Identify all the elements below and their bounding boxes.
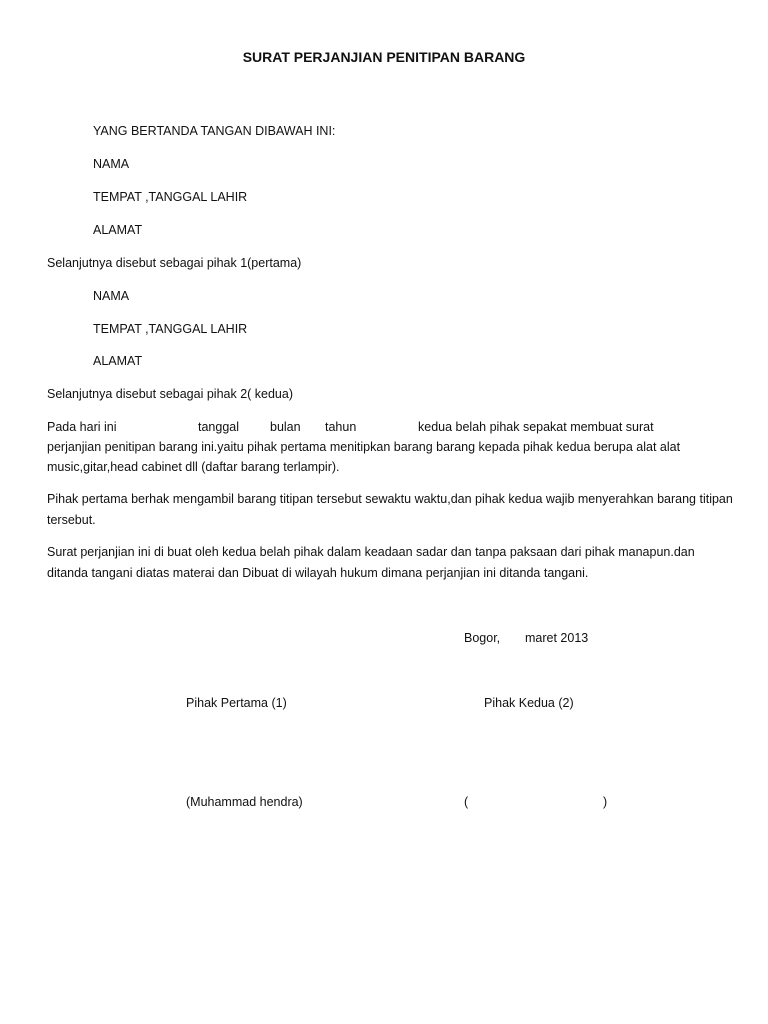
party1-designation: Selanjutnya disebut sebagai pihak 1(pertama): [47, 256, 302, 270]
date-line-tanggal: tanggal: [198, 420, 240, 434]
intro-line: YANG BERTANDA TANGAN DIBAWAH INI:: [93, 124, 336, 138]
place-label: Bogor,: [464, 631, 501, 645]
first-party-label: Pihak Pertama (1): [186, 696, 287, 710]
party2-designation: Selanjutnya disebut sebagai pihak 2( kedua): [47, 387, 294, 401]
paragraph3: Surat perjanjian ini di buat oleh kedua belah pihak dalam keadaan sadar dan tanpa paksaan dari pihak manapun.dan ditanda tangani diatas materai dan Dibuat di wilayah hukum dimana perjanjian ini ditanda tangani.: [47, 545, 695, 580]
party1-birth-label: TEMPAT ,TANGGAL LAHIR: [93, 190, 248, 204]
second-party-name-close: ): [603, 795, 608, 809]
date-line-day: Pada hari ini: [47, 420, 117, 434]
party2-birth-label: TEMPAT ,TANGGAL LAHIR: [93, 322, 248, 336]
date-line-rest: kedua belah pihak sepakat membuat surat: [418, 420, 654, 434]
document-title: SURAT PERJANJIAN PENITIPAN BARANG: [242, 49, 526, 65]
second-party-name-open: (: [464, 795, 469, 809]
paragraph1-line3: music,gitar,head cabinet dll (daftar barang terlampir).: [47, 460, 340, 474]
paragraph1-line2: perjanjian penitipan barang ini.yaitu pihak pertama menitipkan barang barang kepada pihak kedua berupa alat alat: [47, 440, 681, 454]
date-line-tahun: tahun: [325, 420, 357, 434]
date-label: maret 2013: [525, 631, 589, 645]
party1-address-label: ALAMAT: [93, 223, 143, 237]
second-party-label: Pihak Kedua (2): [484, 696, 574, 710]
party2-name-label: NAMA: [93, 289, 130, 303]
date-line-bulan: bulan: [270, 420, 301, 434]
party1-name-label: NAMA: [93, 157, 130, 171]
party2-address-label: ALAMAT: [93, 354, 143, 368]
first-party-name: (Muhammad hendra): [186, 795, 303, 809]
paragraph2: Pihak pertama berhak mengambil barang titipan tersebut sewaktu waktu,dan pihak kedua wajib menyerahkan barang titipan tersebut.: [47, 492, 733, 527]
